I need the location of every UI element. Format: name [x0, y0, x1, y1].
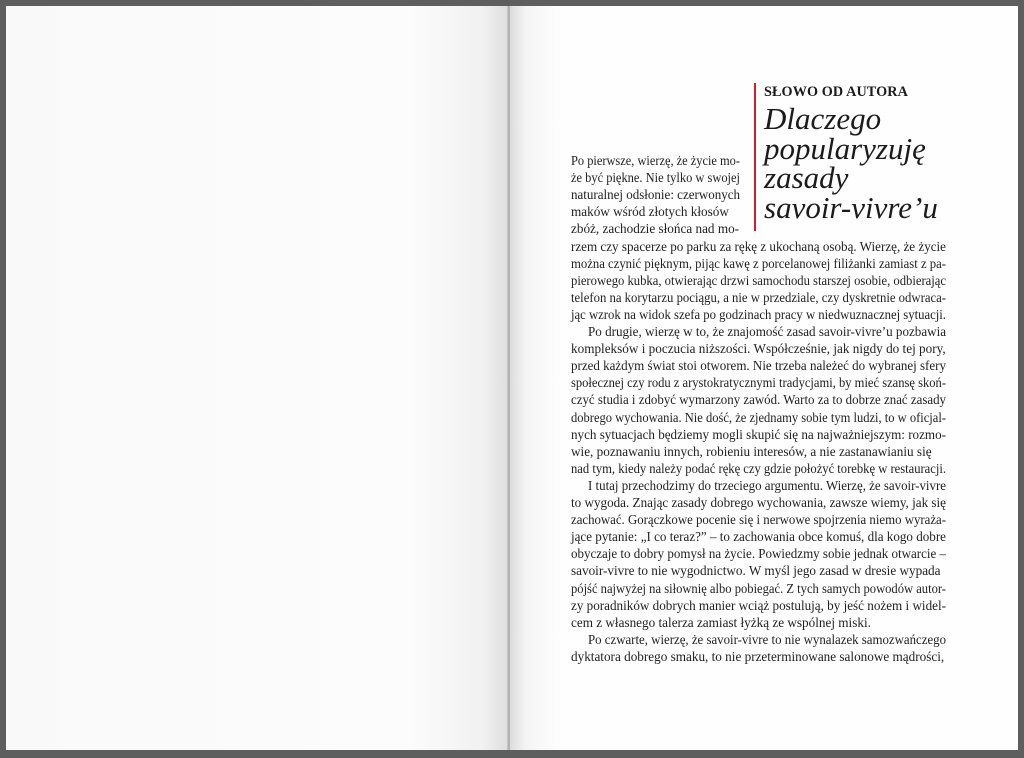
- section-label: SŁOWO OD AUTORA: [764, 84, 908, 100]
- body-text-line: jąc wzrok na widok szefa po godzinach pracy w niedwuznacznej sytuacji.: [571, 306, 946, 322]
- body-text-line: savoir-vivre to nie wygodnictwo. W myśl jego zasad w dresie wypada: [571, 563, 941, 579]
- body-text-line: czyć studia i zdobyć wymarzony zawód. Warto za to dobrze znać zasady: [571, 392, 946, 408]
- title-block: [754, 83, 974, 231]
- body-text-line: można czynić pięknym, pijąc kawę z porcelanowej filiżanki zamiast z pa-: [571, 255, 946, 271]
- body-text-line: rzem czy spacerze po parku za rękę z ukochaną osobą. Wierzę, że życie: [571, 238, 946, 254]
- body-text-line: pierowego kubka, otwierając drzwi samochodu starszej osobie, odbierając: [571, 272, 946, 288]
- body-text-line: Po drugie, wierzę w to, że znajomość zasad savoir-vivre’u pozbawia: [588, 324, 946, 339]
- body-text-line: jące pytanie: „I co teraz?” – to zachowania obce komuś, dla kogo dobre: [571, 529, 946, 545]
- body-text-line: kompleksów i poczucia niższości. Współcześnie, jak nigdy do tej pory,: [571, 341, 946, 357]
- chapter-title-line: savoir-vivre’u: [764, 189, 938, 225]
- body-text-line: naturalnej odsłonie: czerwonych: [571, 187, 740, 203]
- body-text-line: cem z własnego talerza zamiast łyżką ze wspólnej miski.: [571, 614, 871, 630]
- body-text-line: telefon na korytarzu pociągu, a nie w przedziale, czy dyskretnie odwraca-: [571, 289, 946, 305]
- chapter-title-line: Dlaczego: [764, 101, 882, 136]
- body-text-line: zachować. Gorączkowe pocenie się i nerwowe spojrzenia niemo wyraża-: [571, 512, 946, 528]
- body-text-line: wie, poznawaniu innych, robieniu interesów, a nie zastanawianiu się: [571, 443, 932, 459]
- body-text-line: to wygoda. Znając zasady dobrego wychowania, zawsze wiemy, jak się: [571, 495, 946, 510]
- body-text-line: Po czwarte, wierzę, że savoir-vivre to nie wynalazek samozwańczego: [588, 631, 946, 647]
- body-text-line: przed każdym świat stoi otworem. Nie trzeba należeć do wybranej sfery: [571, 358, 946, 374]
- body-text-line: dobrego wychowania. Nie dość, że zjednamy sobie tym ludzi, to w oficjal-: [571, 409, 946, 425]
- body-text-line: zy poradników dobrych manier wciąż postulują, by jeść nożem i widel-: [571, 597, 946, 613]
- body-text-line: I tutaj przechodzimy do trzeciego argumentu. Wierzę, że savoir-vivre: [588, 477, 946, 493]
- body-text-line: zbóż, zachodzie słońca nad mo-: [571, 221, 740, 237]
- body-text-line: maków wśród złotych kłosów: [571, 204, 729, 220]
- body-text-line: że być piękne. Nie tylko w swojej: [571, 170, 740, 186]
- chapter-title-line: popularyzuję: [764, 130, 926, 166]
- chapter-title-line: zasady: [764, 160, 849, 195]
- body-text-line: obyczaje to dobry pomysł na życie. Powiedzmy sobie jednak otwarcie –: [571, 546, 946, 562]
- body-text-line: pójść najwyżej na siłownię albo pobiegać. Z tych samych powodów autor-: [571, 580, 946, 596]
- body-text-line: nych sytuacjach będziemy mogli skupić się na najważniejszym: rozmo-: [571, 426, 946, 442]
- body-text-line: Po pierwsze, wierzę, że życie mo-: [571, 153, 740, 168]
- body-text-line: dyktatora dobrego smaku, to nie przeterminowane salonowe mądrości,: [571, 648, 945, 664]
- body-text-line: społecznej czy rodu z arystokratycznymi tradycjami, by mieć szansę skoń-: [571, 375, 946, 391]
- left-page: [6, 6, 508, 750]
- chapter-title: [764, 101, 974, 225]
- body-text-line: nad tym, kiedy należy podać rękę czy gdzie położyć torebkę w restauracji.: [571, 460, 946, 476]
